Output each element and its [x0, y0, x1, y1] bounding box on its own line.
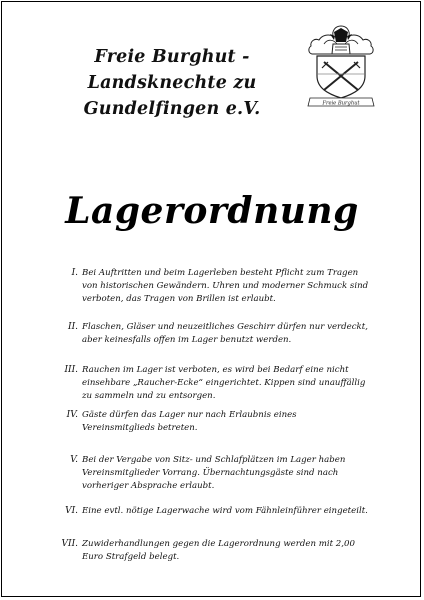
- rule-number: VII.: [61, 539, 78, 549]
- rule-text: Bei Auftritten und beim Lagerleben besteht Pflicht zum Tragen von historischen Gewändern. Uhren und moderner Schmuck sind verboten, das Tragen von Brillen ist erlaubt.: [82, 268, 369, 304]
- org-line-1: Freie Burghut -: [94, 47, 250, 67]
- rule-number: II.: [68, 322, 78, 332]
- rule-number: VI.: [65, 506, 78, 516]
- page-title: Lagerordnung: [65, 190, 359, 232]
- rule-number: IV.: [66, 410, 78, 420]
- rule-number: V.: [70, 455, 78, 465]
- rule-text: Rauchen im Lager ist verboten, es wird bei Bedarf eine nicht einsehbare „Raucher-Ecke“ eingerichtet. Kippen sind unauffällig zu sammeln und zu entsorgen.: [82, 365, 366, 401]
- rule-number: I.: [71, 268, 78, 278]
- rule-text: Flaschen, Gläser und neuzeitliches Geschirr dürfen nur verdeckt, aber keinesfalls offen im Lager benutzt werden.: [82, 322, 368, 345]
- organization-name: [62, 44, 282, 122]
- org-line-3: Gundelfingen e.V.: [83, 99, 261, 119]
- rule-text: Gäste dürfen das Lager nur nach Erlaubnis eines Vereinsmitglieds betreten.: [82, 410, 297, 433]
- document-page: [1, 1, 421, 597]
- coat-of-arms-logo: [304, 22, 378, 108]
- org-line-2: Landsknechte zu: [87, 73, 257, 93]
- rule-text: Eine evtl. nötige Lagerwache wird vom Fähnleinführer eingeteilt.: [82, 506, 368, 516]
- rule-text: Bei der Vergabe von Sitz- und Schlafplätzen im Lager haben Vereinsmitglieder Vorrang. Übernachtungsgäste sind nach vorheriger Absprache erlaubt.: [82, 455, 346, 491]
- rule-number: III.: [64, 365, 78, 375]
- crest-banner-text: Freie Burghut: [322, 100, 360, 107]
- rule-text: Zuwiderhandlungen gegen die Lagerordnung werden mit 2,00 Euro Strafgeld belegt.: [82, 539, 355, 562]
